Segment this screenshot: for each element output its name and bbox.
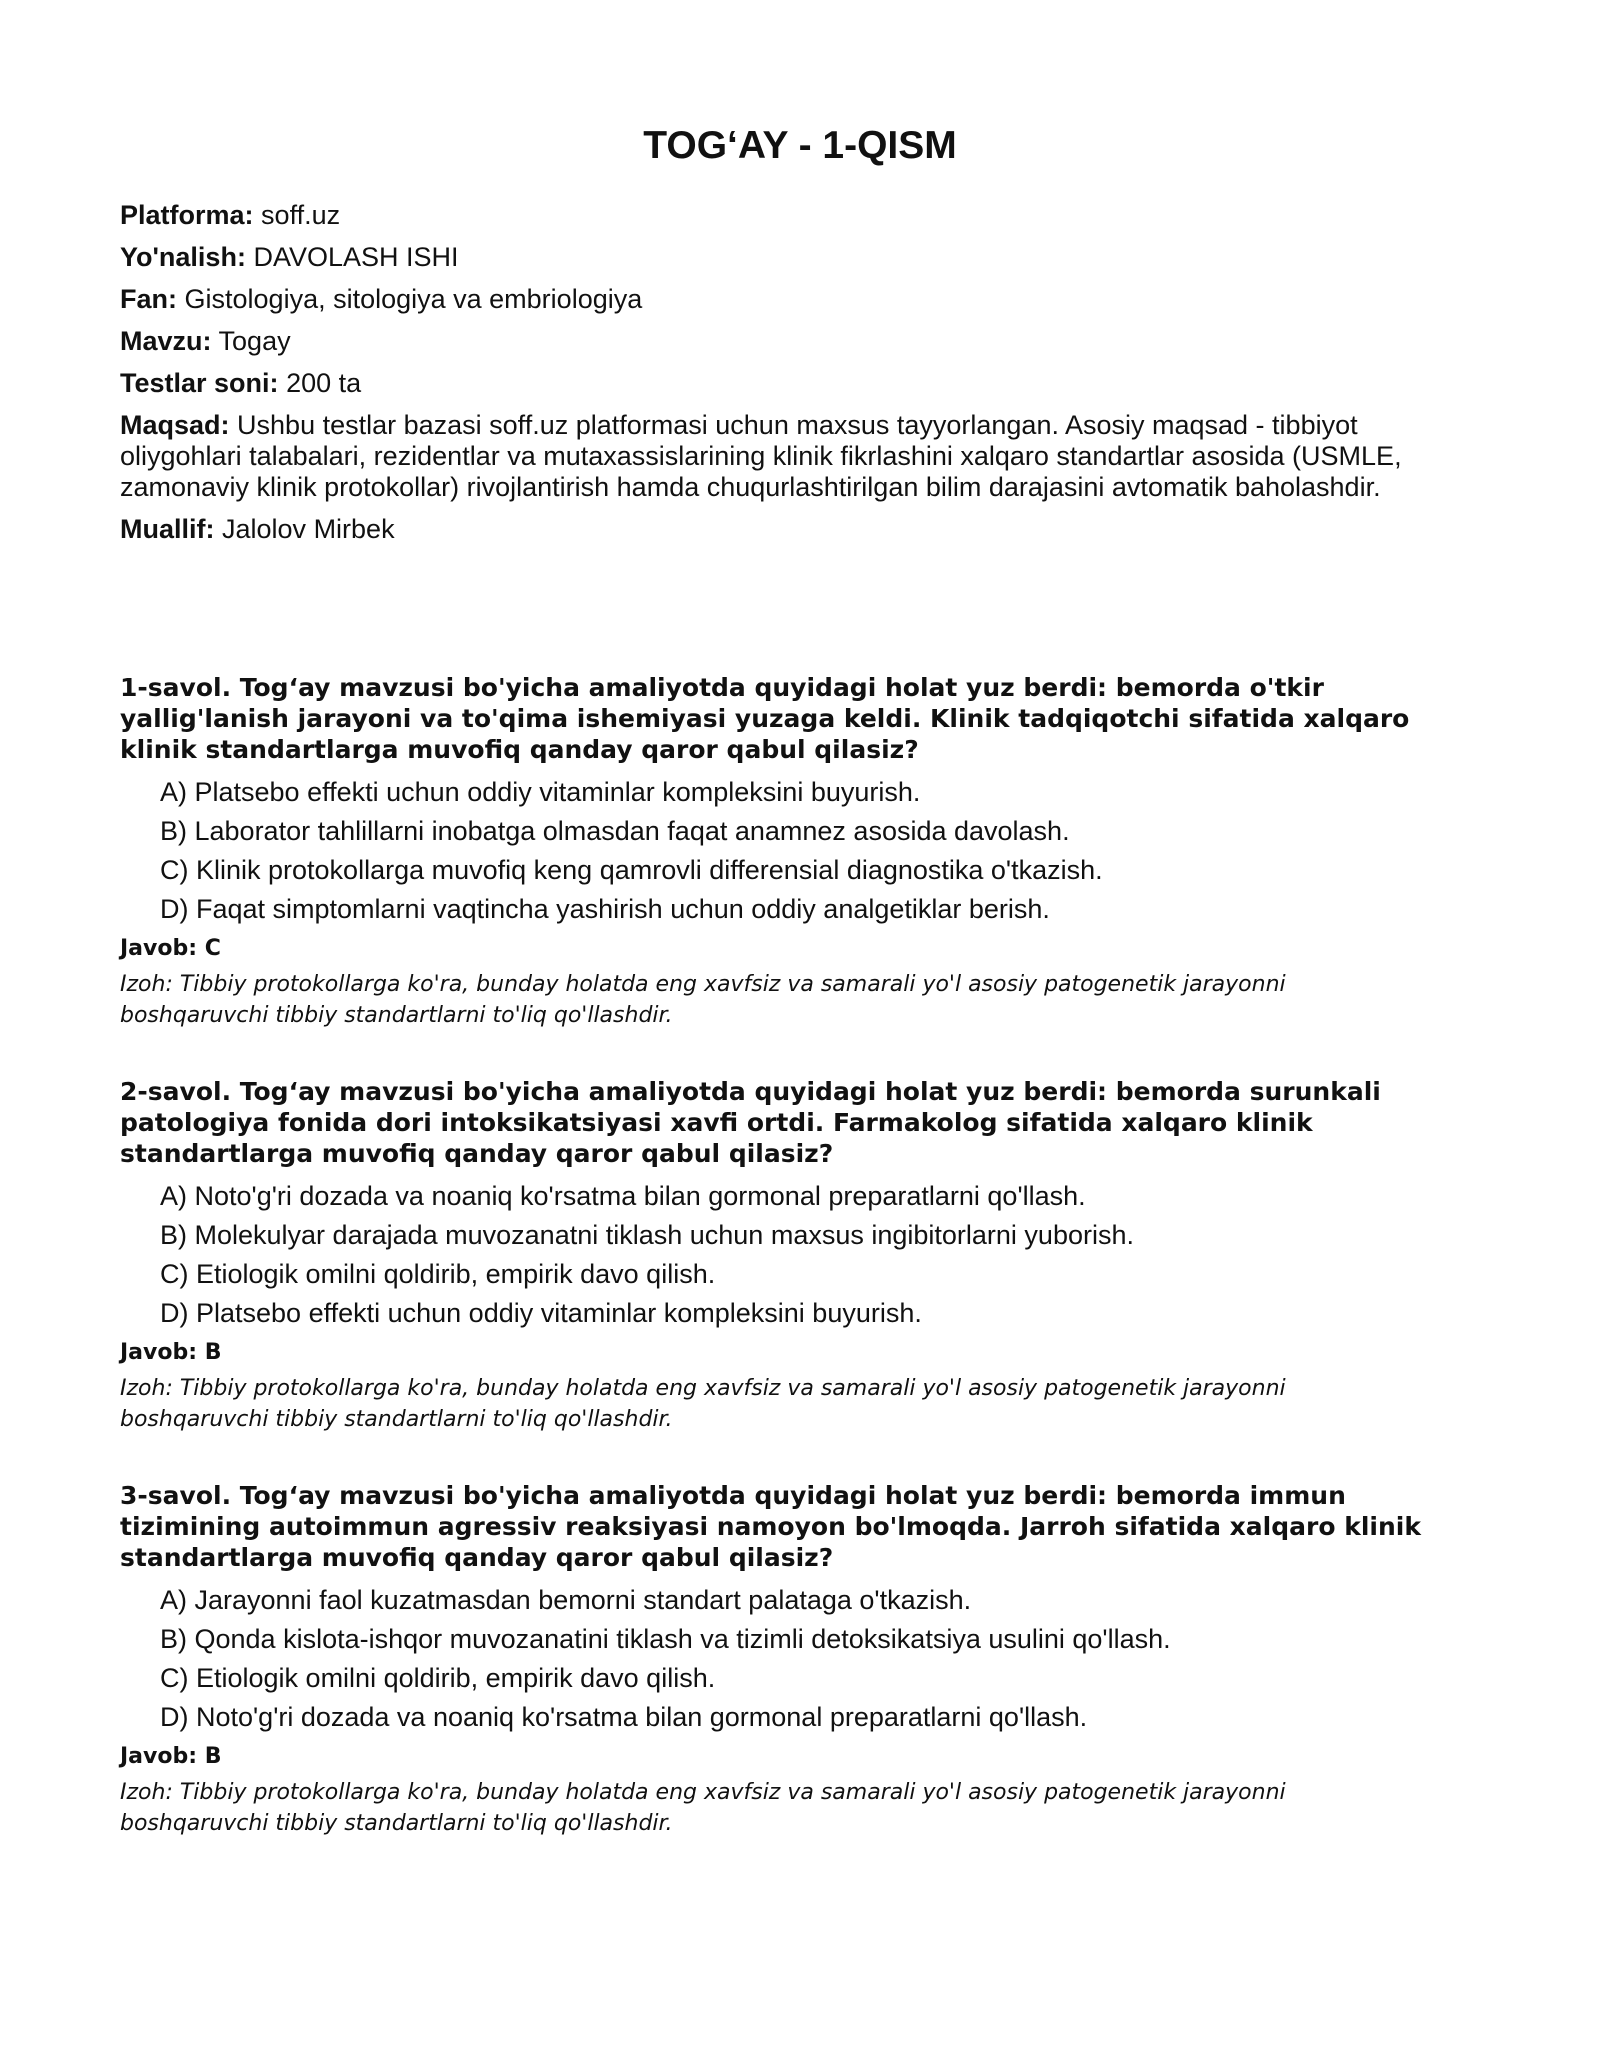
meta-value: Jalolov Mirbek	[222, 514, 395, 544]
explanation-note: Izoh: Tibbiy protokollarga ko'ra, bunday holatda eng xavfsiz va samarali yo'l asosiy patogenetik jarayonni boshqaruvchi tibbiy standartlarni to'liq qo'llashdir.	[120, 1780, 1286, 1836]
meta-label: Testlar soni:	[120, 368, 279, 398]
option-a: A) Noto'g'ri dozada va noaniq ko'rsatma bilan gormonal preparatlarni qo'llash.	[160, 1181, 1086, 1211]
meta-value: DAVOLASH ISHI	[253, 242, 459, 272]
meta-label: Fan:	[120, 284, 177, 314]
meta-label: Maqsad:	[120, 410, 230, 440]
option-c: C) Klinik protokollarga muvofiq keng qamrovli differensial diagnostika o'tkazish.	[160, 855, 1103, 885]
question-list	[120, 672, 1490, 1884]
question-text: 3-savol. Tog‘ay mavzusi bo'yicha amaliyotda quyidagi holat yuz berdi: bemorda immun tizimining autoimmun agressiv reaksiyasi namoyon bo'lmoqda. Jarroh sifatida xalqaro klinik standartlarga muvofiq qanday qaror qabul qilasiz?	[120, 1481, 1421, 1572]
meta-subject	[120, 284, 1480, 315]
meta-test-count	[120, 368, 1480, 399]
meta-author	[120, 514, 1480, 545]
document-meta	[120, 200, 1480, 556]
meta-value: Ushbu testlar bazasi soff.uz platformasi uchun maxsus tayyorlangan. Asosiy maqsad - tibbiyot oliygohlari talabalari, rezidentlar va mutaxassislarining klinik fikrlashini xalqaro standartlar asosida (USMLE, zamonaviy klinik protokollar) rivojlantirish hamda chuqurlashtirilgan bilim darajasini avtomatik baholashdir.	[120, 410, 1402, 502]
meta-label: Mavzu:	[120, 326, 212, 356]
option-a: A) Platsebo effekti uchun oddiy vitaminlar kompleksini buyurish.	[160, 777, 921, 807]
meta-value: Gistologiya, sitologiya va embriologiya	[184, 284, 643, 314]
meta-value: soff.uz	[261, 200, 341, 230]
explanation-note: Izoh: Tibbiy protokollarga ko'ra, bunday holatda eng xavfsiz va samarali yo'l asosiy patogenetik jarayonni boshqaruvchi tibbiy standartlarni to'liq qo'llashdir.	[120, 1376, 1286, 1432]
meta-label: Yo'nalish:	[120, 242, 246, 272]
meta-topic	[120, 326, 1480, 357]
meta-value: Togay	[218, 326, 291, 356]
meta-platform	[120, 200, 1480, 231]
answer-label: Javob: C	[120, 936, 221, 961]
option-d: D) Platsebo effekti uchun oddiy vitaminlar kompleksini buyurish.	[160, 1298, 922, 1328]
meta-label: Muallif:	[120, 514, 215, 544]
question-1	[120, 672, 1490, 1031]
answer-label: Javob: B	[120, 1340, 222, 1365]
question-text: 1-savol. Tog‘ay mavzusi bo'yicha amaliyotda quyidagi holat yuz berdi: bemorda o'tkir yallig'lanish jarayoni va to'qima ishemiyasi yuzaga keldi. Klinik tadqiqotchi sifatida xalqaro klinik standartlarga muvofiq qanday qaror qabul qilasiz?	[120, 673, 1410, 764]
meta-direction	[120, 242, 1480, 273]
question-text: 2-savol. Tog‘ay mavzusi bo'yicha amaliyotda quyidagi holat yuz berdi: bemorda surunkali patologiya fonida dori intoksikatsiyasi xavfi ortdi. Farmakolog sifatida xalqaro klinik standartlarga muvofiq qanday qaror qabul qilasiz?	[120, 1077, 1381, 1168]
meta-purpose	[120, 410, 1480, 503]
option-a: A) Jarayonni faol kuzatmasdan bemorni standart palataga o'tkazish.	[160, 1585, 972, 1615]
option-c: C) Etiologik omilni qoldirib, empirik davo qilish.	[160, 1663, 716, 1693]
option-c: C) Etiologik omilni qoldirib, empirik davo qilish.	[160, 1259, 716, 1289]
question-3	[120, 1480, 1490, 1839]
explanation-note: Izoh: Tibbiy protokollarga ko'ra, bunday holatda eng xavfsiz va samarali yo'l asosiy patogenetik jarayonni boshqaruvchi tibbiy standartlarni to'liq qo'llashdir.	[120, 972, 1286, 1028]
option-b: B) Qonda kislota-ishqor muvozanatini tiklash va tizimli detoksikatsiya usulini qo'llash.	[160, 1624, 1171, 1654]
meta-label: Platforma:	[120, 200, 254, 230]
option-d: D) Noto'g'ri dozada va noaniq ko'rsatma bilan gormonal preparatlarni qo'llash.	[160, 1702, 1088, 1732]
option-b: B) Molekulyar darajada muvozanatni tiklash uchun maxsus ingibitorlarni yuborish.	[160, 1220, 1134, 1250]
option-b: B) Laborator tahlillarni inobatga olmasdan faqat anamnez asosida davolash.	[160, 816, 1070, 846]
question-2	[120, 1076, 1490, 1435]
meta-value: 200 ta	[286, 368, 362, 398]
option-d: D) Faqat simptomlarni vaqtincha yashirish uchun oddiy analgetiklar berish.	[160, 894, 1050, 924]
document-title: TOG‘AY - 1-QISM	[643, 124, 957, 167]
answer-label: Javob: B	[120, 1744, 222, 1769]
